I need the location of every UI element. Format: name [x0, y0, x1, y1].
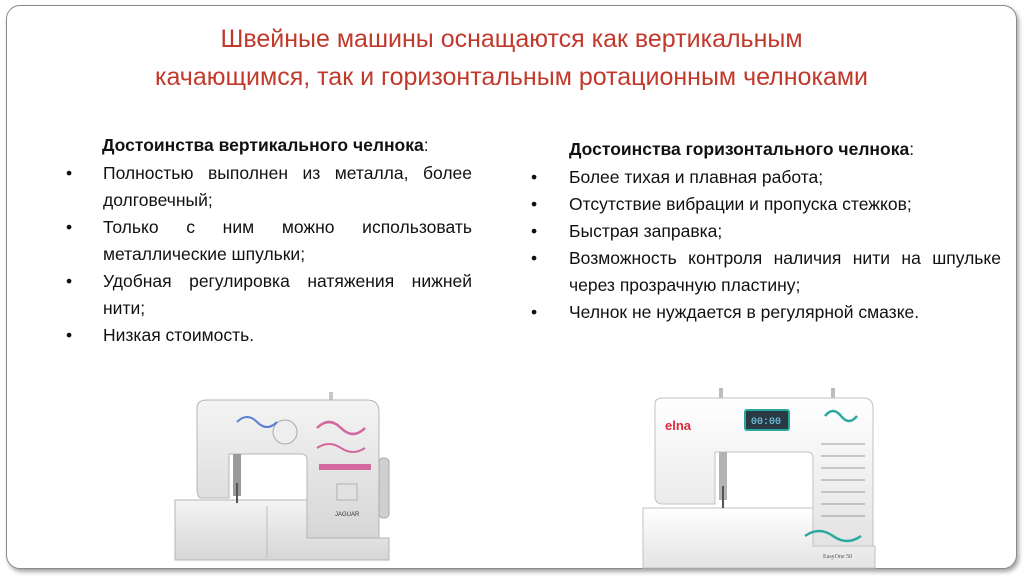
list-item: [529, 164, 1001, 191]
bullet: •: [531, 167, 538, 187]
vertical-advantages-list: [64, 160, 472, 349]
list-item-text: Более тихая и плавная работа;: [569, 167, 824, 187]
elna-sewing-machine-image: [635, 386, 883, 572]
list-item-text: Только с ним можно использовать металлические шпульки;: [103, 217, 472, 264]
list-item: [529, 191, 1001, 218]
list-item: [529, 299, 1001, 326]
bullet: •: [66, 271, 73, 291]
bullet: •: [531, 248, 538, 268]
horizontal-heading-colon: :: [909, 139, 915, 159]
list-item-text: Низкая стоимость.: [103, 325, 255, 345]
horizontal-advantages-list: [529, 164, 1001, 326]
vertical-heading-text: Достоинства вертикального челнока: [102, 135, 424, 155]
vertical-shuttle-advantages: [64, 132, 472, 349]
list-item: [529, 245, 1001, 299]
list-item-text: Челнок не нуждается в регулярной смазке.: [569, 302, 920, 322]
horizontal-heading-text: Достоинства горизонтального челнока: [569, 139, 910, 159]
vertical-heading-colon: :: [423, 135, 429, 155]
svg-text:JAGUAR: JAGUAR: [335, 512, 360, 518]
list-item-text: Удобная регулировка натяжения нижней нити;: [103, 271, 472, 318]
list-item: [64, 268, 472, 322]
horizontal-shuttle-advantages: [529, 136, 1001, 326]
list-item-text: Отсутствие вибрации и пропуска стежков;: [569, 194, 912, 214]
list-item: [64, 214, 472, 268]
list-item-text: Быстрая заправка;: [569, 221, 723, 241]
bullet: •: [531, 302, 538, 322]
svg-text:elna: elna: [665, 418, 692, 433]
list-item: [529, 218, 1001, 245]
sewing-machine-icon: [635, 386, 883, 572]
svg-text:EasyOne 50: EasyOne 50: [823, 554, 853, 560]
bullet: •: [66, 217, 73, 237]
svg-text:00:00: 00:00: [751, 417, 782, 428]
horizontal-shuttle-heading: [529, 136, 1001, 162]
title-line-1: Швейные машины оснащаются как вертикальным: [220, 25, 803, 53]
vertical-shuttle-heading: [64, 132, 472, 158]
slide: [6, 5, 1017, 569]
slide-title: [7, 20, 1016, 96]
jaguar-sewing-machine-image: [167, 388, 397, 568]
bullet: •: [531, 194, 538, 214]
bullet: •: [66, 163, 73, 183]
bullet: •: [531, 221, 538, 241]
list-item-text: Возможность контроля наличия нити на шпульке через прозрачную пластину;: [569, 248, 1001, 295]
sewing-machine-icon: [167, 388, 397, 568]
list-item: [64, 322, 472, 349]
list-item: [64, 160, 472, 214]
title-line-2: качающимся, так и горизонтальным ротационным челноками: [154, 63, 869, 91]
list-item-text: Полностью выполнен из металла, более долговечный;: [103, 163, 472, 210]
bullet: •: [66, 325, 73, 345]
